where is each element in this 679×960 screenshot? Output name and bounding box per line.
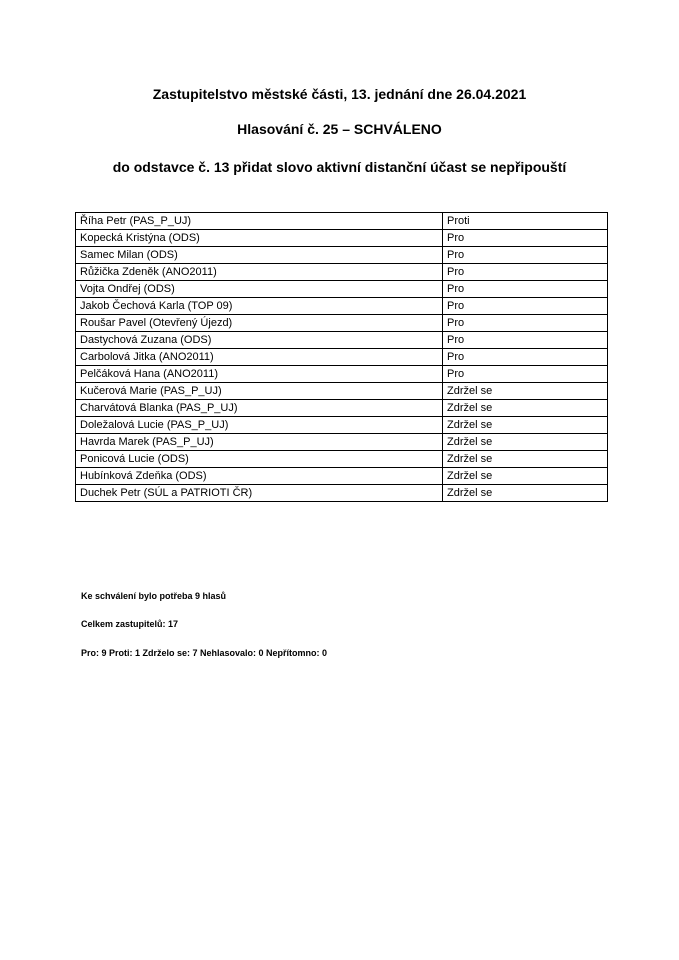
member-name-cell: Vojta Ondřej (ODS) xyxy=(76,281,443,298)
table-row xyxy=(76,400,608,417)
votes-table-body xyxy=(76,213,608,502)
member-vote-cell: Zdržel se xyxy=(443,417,608,434)
table-row xyxy=(76,485,608,502)
member-vote-cell: Zdržel se xyxy=(443,400,608,417)
member-name-cell: Růžička Zdeněk (ANO2011) xyxy=(76,264,443,281)
member-vote-cell: Pro xyxy=(443,247,608,264)
member-name-cell: Hubínková Zdeňka (ODS) xyxy=(76,468,443,485)
member-name-cell: Roušar Pavel (Otevřený Újezd) xyxy=(76,315,443,332)
required-votes-text: Ke schválení bylo potřeba 9 hlasů xyxy=(81,591,227,601)
member-name-cell: Samec Milan (ODS) xyxy=(76,247,443,264)
member-name-cell: Říha Petr (PAS_P_UJ) xyxy=(76,213,443,230)
table-row xyxy=(76,213,608,230)
vote-subject: do odstavce č. 13 přidat slovo aktivní distanční účast se nepřipouští xyxy=(112,159,567,175)
table-row xyxy=(76,281,608,298)
member-name-cell: Charvátová Blanka (PAS_P_UJ) xyxy=(76,400,443,417)
table-row xyxy=(76,451,608,468)
table-row xyxy=(76,417,608,434)
table-row xyxy=(76,349,608,366)
member-name-cell: Dastychová Zuzana (ODS) xyxy=(76,332,443,349)
table-row xyxy=(76,264,608,281)
member-vote-cell: Pro xyxy=(443,315,608,332)
member-name-cell: Jakob Čechová Karla (TOP 09) xyxy=(76,298,443,315)
table-row xyxy=(76,298,608,315)
member-vote-cell: Pro xyxy=(443,332,608,349)
table-row xyxy=(76,468,608,485)
table-row xyxy=(76,332,608,349)
member-name-cell: Havrda Marek (PAS_P_UJ) xyxy=(76,434,443,451)
member-vote-cell: Pro xyxy=(443,298,608,315)
table-row xyxy=(76,315,608,332)
member-name-cell: Carbolová Jitka (ANO2011) xyxy=(76,349,443,366)
member-vote-cell: Pro xyxy=(443,281,608,298)
table-row xyxy=(76,383,608,400)
member-vote-cell: Zdržel se xyxy=(443,383,608,400)
table-row xyxy=(76,366,608,383)
member-name-cell: Doležalová Lucie (PAS_P_UJ) xyxy=(76,417,443,434)
member-vote-cell: Zdržel se xyxy=(443,451,608,468)
member-vote-cell: Zdržel se xyxy=(443,485,608,502)
vote-heading: Hlasování č. 25 – SCHVÁLENO xyxy=(237,121,442,137)
member-vote-cell: Proti xyxy=(443,213,608,230)
member-name-cell: Ponicová Lucie (ODS) xyxy=(76,451,443,468)
table-row xyxy=(76,434,608,451)
member-name-cell: Kopecká Kristýna (ODS) xyxy=(76,230,443,247)
vote-results-text: Pro: 9 Proti: 1 Zdrželo se: 7 Nehlasovalo: 0 Nepřítomno: 0 xyxy=(81,648,328,658)
member-name-cell: Pelčáková Hana (ANO2011) xyxy=(76,366,443,383)
member-vote-cell: Pro xyxy=(443,366,608,383)
member-name-cell: Kučerová Marie (PAS_P_UJ) xyxy=(76,383,443,400)
member-vote-cell: Zdržel se xyxy=(443,434,608,451)
table-row xyxy=(76,230,608,247)
member-vote-cell: Pro xyxy=(443,264,608,281)
member-vote-cell: Zdržel se xyxy=(443,468,608,485)
votes-table xyxy=(75,212,608,502)
member-name-cell: Duchek Petr (SÚL a PATRIOTI ČR) xyxy=(76,485,443,502)
member-vote-cell: Pro xyxy=(443,230,608,247)
member-vote-cell: Pro xyxy=(443,349,608,366)
document-title: Zastupitelstvo městské části, 13. jednání dne 26.04.2021 xyxy=(152,86,527,102)
table-row xyxy=(76,247,608,264)
total-members-text: Celkem zastupitelů: 17 xyxy=(81,619,179,629)
